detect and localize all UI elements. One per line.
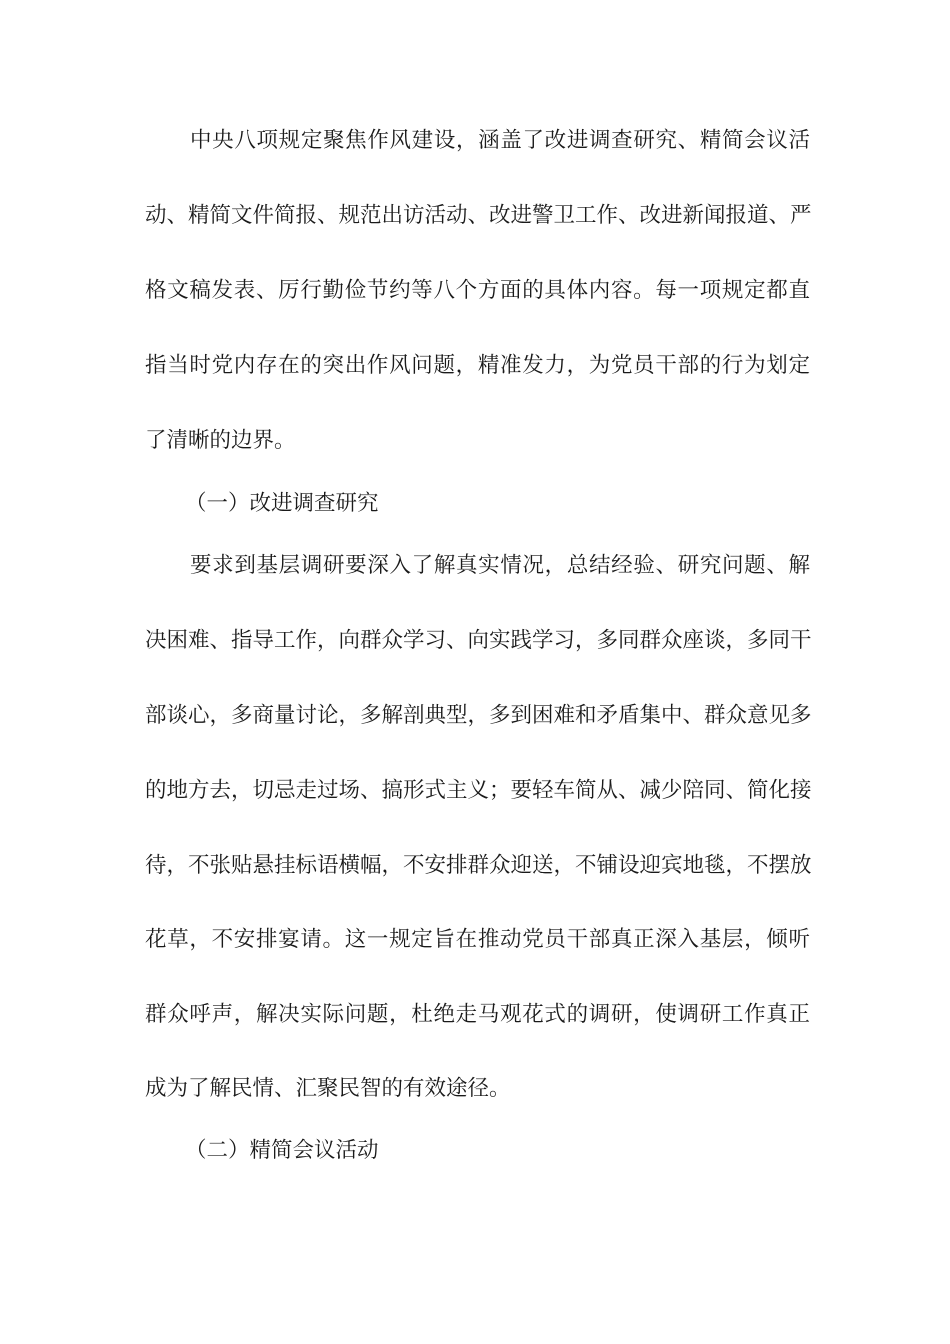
section-heading-2: （二）精简会议活动 [185, 1138, 379, 1163]
paragraph-2-line-1: 要求到基层调研要深入了解真实情况，总结经验、研究问题、解 [190, 553, 810, 578]
section-heading-1: （一）改进调查研究 [185, 491, 379, 516]
paragraph-2-line-8: 成为了解民情、汇聚民智的有效途径。 [145, 1076, 511, 1101]
paragraph-1-line-2: 动、精简文件简报、规范出访活动、改进警卫工作、改进新闻报道、严 [145, 203, 812, 228]
paragraph-1-line-5: 了清晰的边界。 [145, 428, 296, 453]
paragraph-2-line-2: 决困难、指导工作，向群众学习、向实践学习，多同群众座谈，多同干 [145, 628, 812, 653]
paragraph-2-line-7: 群众呼声，解决实际问题，杜绝走马观花式的调研，使调研工作真正 [145, 1002, 810, 1027]
paragraph-2-line-5: 待，不张贴悬挂标语横幅，不安排群众迎送，不铺设迎宾地毯，不摆放 [145, 853, 812, 878]
paragraph-2-line-3: 部谈心，多商量讨论，多解剖典型，多到困难和矛盾集中、群众意见多 [145, 703, 812, 728]
paragraph-1-line-3: 格文稿发表、厉行勤俭节约等八个方面的具体内容。每一项规定都直 [145, 278, 810, 303]
paragraph-2-line-6: 花草，不安排宴请。这一规定旨在推动党员干部真正深入基层，倾听 [145, 927, 810, 952]
paragraph-2-line-4: 的地方去，切忌走过场、搞形式主义；要轻车简从、减少陪同、简化接 [145, 778, 812, 803]
paragraph-1-line-1: 中央八项规定聚焦作风建设，涵盖了改进调查研究、精简会议活 [190, 128, 810, 153]
paragraph-1-line-4: 指当时党内存在的突出作风问题，精准发力，为党员干部的行为划定 [145, 353, 810, 378]
